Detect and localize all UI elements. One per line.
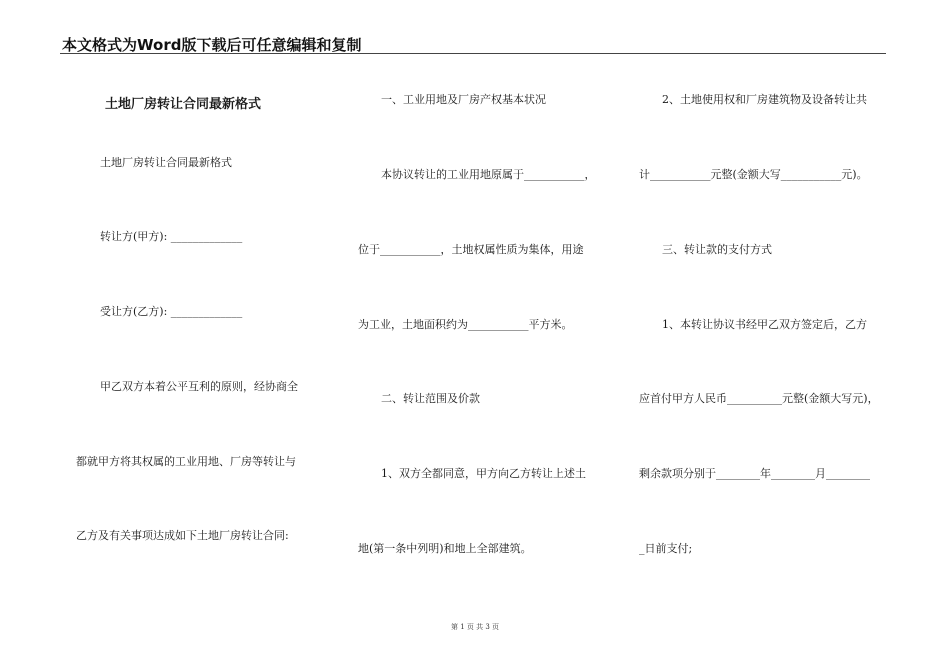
col2-line: 二、转让范围及价款 (381, 392, 480, 405)
col3-line: 应首付甲方人民币__________元整(金额大写元)， (639, 392, 879, 405)
document-title: 土地厂房转让合同最新格式 (105, 97, 262, 112)
col2-line: 1、双方全都同意，甲方向乙方转让上述土 (381, 467, 586, 480)
col3-line: 2、土地使用权和厂房建筑物及设备转让共 (662, 93, 867, 106)
header-divider (60, 53, 886, 54)
col2-line: 地(第一条中列明)和地上全部建筑。 (358, 542, 532, 555)
col3-line: 剩余款项分别于________年________月________ (639, 467, 870, 480)
col3-line: 计___________元整(金额大写___________元)。 (639, 168, 868, 181)
col3-line: _日前支付; (639, 542, 693, 555)
col1-line: 甲乙双方本着公平互利的原则，经协商全 (100, 380, 298, 393)
col1-line: 都就甲方将其权属的工业用地、厂房等转让与 (76, 455, 296, 468)
col3-line: 三、转让款的支付方式 (662, 243, 772, 256)
page-header: 本文格式为Word版下载后可任意编辑和复制 (62, 36, 362, 54)
col2-line: 一、工业用地及厂房产权基本状况 (381, 93, 546, 106)
col3-line: 1、本转让协议书经甲乙双方签定后，乙方 (662, 318, 867, 331)
col2-line: 本协议转让的工业用地原属于___________， (381, 168, 596, 181)
col1-line: 受让方(乙方): _____________ (100, 305, 243, 318)
col2-line: 位于___________，土地权属性质为集体，用途 (358, 243, 584, 256)
col2-line: 为工业，土地面积约为___________平方米。 (358, 318, 573, 331)
col1-line: 乙方及有关事项达成如下土地厂房转让合同: (76, 529, 289, 542)
page-number: 第 1 页 共 3 页 (450, 623, 500, 631)
col1-line: 土地厂房转让合同最新格式 (100, 156, 232, 169)
col1-line: 转让方(甲方): _____________ (100, 230, 243, 243)
